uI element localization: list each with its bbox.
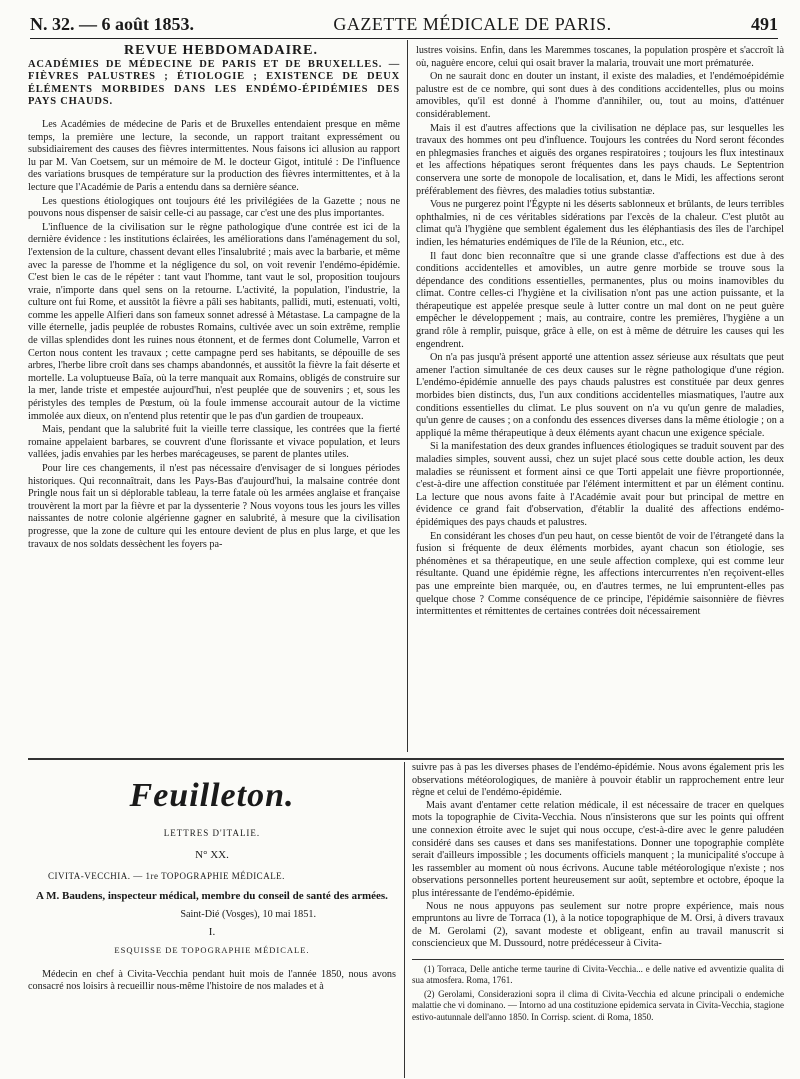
paragraph: Pour lire ces changements, il n'est pas nécessaire d'envisager de si longues périodes historiques. Qui reconnaîtrait, dans les Pays-Bas d'aujourd'hui, la malsaine contrée dont Pringle nous fait un si déplorable tableau, la terre fatale où les armées anglaise et française trouvèrent la mort par la fièvre et par la dyssenterie ? Nous voyons tous les jours les villes naissantes de notre colonie algérienne gagner en salubrité, à mesure que la civilisation progresse, que la zone de culture qui les entoure devient de plus en plus large, et que les travaux de nos soldats dessèchent les foyers pa- [28, 463, 400, 550]
revue-left-column [28, 45, 400, 750]
revue-subhead: ACADÉMIES DE MÉDECINE DE PARIS ET DE BRUXELLES. — FIÈVRES PALUSTRES ; ÉTIOLOGIE ; EXISTENCE DE DEUX ÉLÉMENTS MORBIDES DANS LES ENDÉMO-ÉPIDÉMIES DES PAYS CHAUDS. [28, 58, 400, 108]
paragraph: Il faut donc bien reconnaître que si une grande classe d'affections est due à des conditions accidentelles et amovibles, un autre genre morbide se trouve sous la dépendance des conditions essentielles, permanentes, plus ou moins inamovibles du climat. Contre celles-ci l'hygiène et la civilisation n'ont pas une action puissante, et la thérapeutique est appelée presque seule à lutter contre un mal dont on ne peut guère empêcher le développement ; mais, au contraire, contre les premières, l'hygiène a un grand rôle à remplir, puisque, grâce à elle, on est à même de détruire les causes qui les engendrent. [416, 250, 784, 350]
feuilleton-right-column [412, 762, 784, 1078]
paragraph: Vous ne purgerez point l'Égypte ni les déserts sablonneux et brûlants, de leurs terribles ophthalmies, ni de ces véritables sidérations par l'excès de la chaleur. C'est plutôt au climat qu'à l'hygiène que semblent également dus les éléphantiasis des îles de l'archipel indien, les hématuries endémiques de l'île de la Réunion, etc., etc. [416, 199, 784, 248]
paragraph: Si la manifestation des deux grandes influences étiologiques se traduit souvent par des maladies simples, souvent aussi, chez un sujet placé sous cette double action, les deux maladies se réunissent et forment ainsi ce que Torti appelait une fièvre proportionnée, c'est-à-dire une affection constituée par l'élément intermittent et par un élément continu. La lecture que nous avons faite à l'Académie avait pour but principal de mettre en évidence ce grand fait d'observation, d'établir la dualité des affections endémo-épidémiques des pays chauds et palustres. [416, 441, 784, 528]
revue-title: REVUE HEBDOMADAIRE. [123, 45, 318, 58]
paragraph: suivre pas à pas les diverses phases de l'endémo-épidémie. Nous avons également pris les observations météorologiques, de manière à pouvoir établir un rapprochement entre leur règne et celui de l'endémo-épidémie. [412, 762, 784, 799]
page-number: 491 [751, 14, 778, 34]
revue-right-column [416, 45, 784, 750]
issue-number: N. 32. — 6 août 1853. [30, 14, 195, 34]
paragraph: Mais il est d'autres affections que la civilisation ne déplace pas, sur lesquelles les travaux des hommes ont peu d'influence. Toujours les contrées du Nord seront fécondes en phlegmasies franches et aiguës des organes respiratoires ; toujours les flux intestinaux et les affections hépatiques seront fréquentes dans les pays chauds. Le Septentrion conservera une sorte de monopole de localisation, et, dans le Midi, les affections seront préférablement des fièvres, des maladies totius substantiæ. [416, 122, 784, 197]
paragraph: L'influence de la civilisation sur le règne pathologique d'une contrée est ici de la dernière évidence : les institutions éclairées, les améliorations dans l'aménagement du sol, l'extension de la culture, chassent devant elles l'insalubrité ; mais avec la barbarie, et même avec la paresse de l'homme et la négligence du sol, on voit revenir l'endémo-épidémie. C'est bien le cas de le répéter : tant vaut l'homme, tant vaut le sol, proposition toujours vraie, n'importe dans quel sens on la retourne. L'activité, la population, l'industrie, la culture ont fui Rome, et aussitôt la fièvre a pâli ses habitants, pallidi, muti, estenuati, volti, comme les appelle Alfieri dans son fameux sonnet adressé à Métastase. La campagne de la ville éternelle, jadis peuplée de robustes Romains, cultivée avec un soin extrême, remplie de villas splendides dont les ruines nous étonnent, et de fermes dont Columelle, Varron et Certon nous content les travaux ; cette campagne perd ses habitants, se dépouille de ses arbres, l'herbe libre croît dans ses champs abandonnés, et aussitôt la fièvre la fait déserte et mortelle. La voluptueuse Baïa, où la terre manquait aux Romains, obligés de construire sur la mer, lande triste et empestée aujourd'hui, n'est peuplée que de souvenirs ; et, sous les péristyles des temples de Pœstum, où la foule immense accourait autour de la victime immolée aux dieux, on n'entend plus retentir que le pas d'un gardien de troupeaux. [28, 221, 400, 422]
paragraph: lustres voisins. Enfin, dans les Maremmes toscanes, la population prospère et s'accroît là où, naguère encore, celui qui osait braver la malaria, trouvait une mort prématurée. [416, 45, 784, 69]
feuilleton-title: Feuilleton. [129, 777, 295, 814]
chapter-title: ESQUISSE DE TOPOGRAPHIE MÉDICALE. [114, 945, 310, 956]
letter-number: N° XX. [195, 849, 229, 862]
paragraph: On ne saurait donc en douter un instant, il existe des maladies, et l'endémoépidémie palustre est de ce nombre, qui sont dues à des conditions accidentelles, plus ou moins amovibles, qu'il est donné à l'homme d'annihiler, ou, tout au moins, d'atténuer considérablement. [416, 71, 784, 120]
paragraph: Mais, pendant que la salubrité fuit la vieille terre classique, les contrées que la fierté romaine appelaient barbares, se couvrent d'une florissante et vivace population, et leurs vallées, jadis envahies par les herbes marécageuses, se parent de plantes utiles. [28, 424, 400, 461]
paragraph: Les questions étiologiques ont toujours été les privilégiées de la Gazette ; nous ne pouvons nous dispenser de saisir celle-ci au passage, car c'est une des plus importantes. [28, 195, 400, 220]
page-header [30, 8, 778, 39]
footnotes [412, 959, 784, 1024]
paragraph: On n'a pas jusqu'à présent apporté une attention assez sérieuse aux résultats que peut amener l'action simultanée de ces deux causes sur le règne pathologique d'une région. L'endémo-épidémie annuelle des pays chauds palustres est constituée par deux genres morbides bien distincts, dus, l'un aux conditions accidentelles miasmatiques, l'autre aux conditions essentielles du climat. Le plus souvent on n'a vu qu'un genre de maladies, qu'un genre de causes ; on a confondu des essences diverses dans la même étiologie ; on a appliqué la même thérapeutique à deux éléments ayant chacun une exigence spéciale. [416, 352, 784, 439]
feuilleton-left-column [28, 762, 396, 1078]
journal-title: GAZETTE MÉDICALE DE PARIS. [333, 14, 612, 34]
letter-recipient: A M. Baudens, inspecteur médical, membre du conseil de santé des armées. [36, 890, 388, 903]
paragraph: Nous ne nous appuyons pas seulement sur notre propre expérience, mais nous empruntons au livre de Torraca (1), à la notice topographique de M. Orsi, à divers travaux de M. Gerolami (2), savant modeste et obligeant, enfin au travail manuscrit si consciencieux que M. Dussourd, notre prédécesseur à Civita- [412, 900, 784, 950]
section-divider [28, 758, 784, 760]
paragraph: Les Académies de médecine de Paris et de Bruxelles entendaient presque en même temps, la première une lecture, la seconde, un rapport traitant expressément ou subsidiairement des causes des fièvres intermittentes. Nous faisons ici allusion au rapport lu par M. Van Coetsem, sur un mémoire de M. le docteur Gigot, intitulé : De l'influence des variations brusques de température sur la production des fièvres intermittentes, et à la lecture que l'Académie de Paris a entendu dans sa dernière séance. [28, 118, 400, 193]
place-date: Saint-Dié (Vosges), 10 mai 1851. [180, 908, 316, 920]
column-divider [404, 762, 405, 1078]
paragraph: Mais avant d'entamer cette relation médicale, il est nécessaire de tracer en quelques mots la topographie de Civita-Vecchia. Nous n'insisterons que sur les points qui offrent une connexion étroite avec le sujet qui nous occupe, c'est-à-dire avec le genre paludéen considéré dans ses causes et dans ses manifestations. Donner une topographie complète serait d'ailleurs impossible ; les documents officiels manquent ; la municipalité s'occupe à les rassembler au moment où nous écrivons. Aucune table météorologique n'existe ; nos observations personnelles portent heureusement sur août, septembre et octobre, époque la plus intéressante de l'endémo-épidémie. [412, 799, 784, 899]
letter-subject: CIVITA-VECCHIA. — 1re TOPOGRAPHIE MÉDICALE. [48, 870, 285, 881]
footnote: (2) Gerolami, Considerazioni sopra il clima di Civita-Vecchia ed alcune principali o endemiche malattie che vi dominano. — Intorno ad una costituzione epidemica servata in Civita-Vecchia, stagione estivo-autunnale dell'anno 1850. In Corrisp. scient. di Roma, 1850. [412, 988, 784, 1022]
footnote: (1) Torraca, Delle antiche terme taurine di Civita-Vecchia... e delle native ed avventizie qualita di sua atmosfera. Roma, 1761. [412, 963, 784, 986]
series-title: LETTRES D'ITALIE. [163, 827, 261, 838]
chapter-number: I. [208, 925, 216, 938]
paragraph: Médecin en chef à Civita-Vecchia pendant huit mois de l'année 1850, nous avons consacré nos loisirs à recueillir nous-même l'histoire de nos malades et à [28, 968, 396, 993]
column-divider [407, 40, 408, 752]
paragraph: En considérant les choses d'un peu haut, on cesse bientôt de voir de l'étrangeté dans la fusion si fréquente de deux éléments morbides, ayant chacun son étiologie, ses phénomènes et sa thérapeutique, en une seule affection complexe, qui est comme leur résultante. Quand une épidémie règne, les affections intercurrentes n'en reçoivent-elles pas une empreinte bien marquée, ou, en d'autres termes, ne lui empruntent-elles pas quelque chose ? Comme conséquence de ce principe, l'épidémie saisonnière de fièvres intermittentes et rémittentes de certaines contrées doit nécessairement [416, 530, 784, 618]
